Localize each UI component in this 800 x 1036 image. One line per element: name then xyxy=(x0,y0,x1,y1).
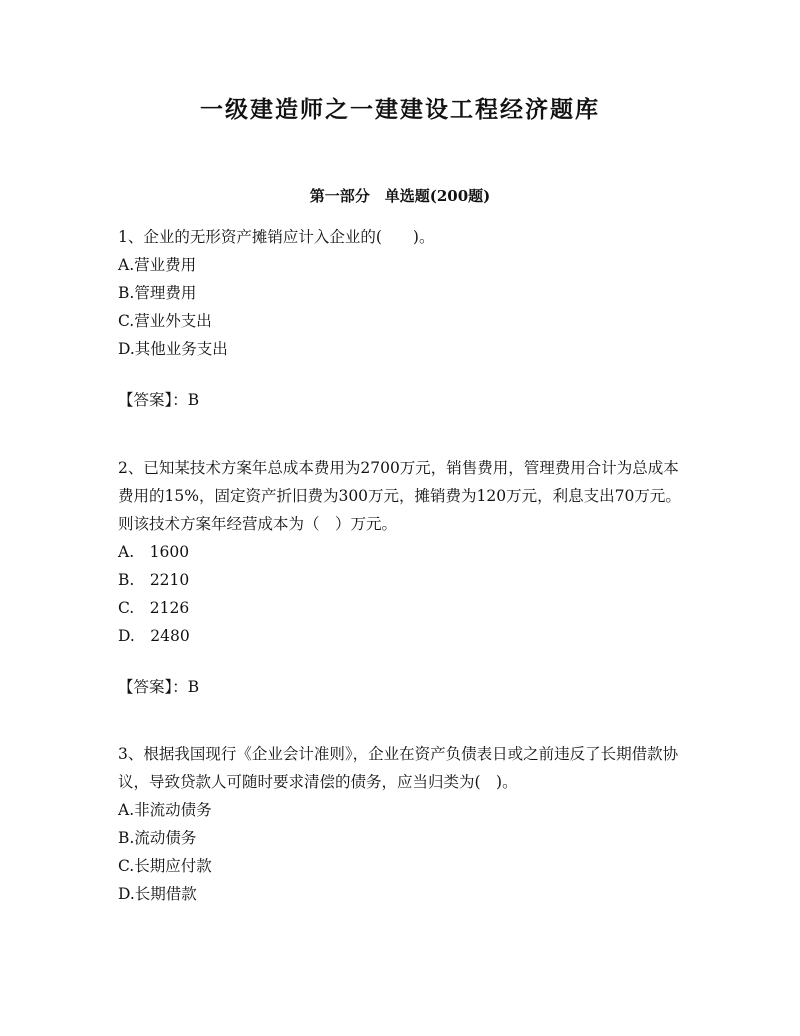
option-b: B. 2210 xyxy=(118,571,190,589)
question-2 xyxy=(118,454,688,650)
section-heading: 第一部分 单选题(200题) xyxy=(309,187,491,205)
option-a: A.非流动债务 xyxy=(118,801,212,819)
question-stem: 2、已知某技术方案年总成本费用为2700万元，销售费用，管理费用合计为总成本费用的15%，固定资产折旧费为300万元，摊销费为120万元，利息支出70万元。则该技术方案年经营成本为（ ）万元。 xyxy=(118,459,681,533)
answer-2: 【答案】：B xyxy=(118,678,200,696)
option-c: C.营业外支出 xyxy=(118,312,212,330)
question-1 xyxy=(118,223,688,363)
option-c: C. 2126 xyxy=(118,599,190,617)
question-stem: 1、企业的无形资产摊销应计入企业的( )。 xyxy=(118,228,435,246)
option-d: D. 2480 xyxy=(118,627,190,645)
question-stem: 3、根据我国现行《企业会计准则》，企业在资产负债表日或之前违反了长期借款协议，导致贷款人可随时要求清偿的债务，应当归类为( )。 xyxy=(118,745,679,791)
option-a: A.营业费用 xyxy=(118,256,197,274)
option-b: B.流动债务 xyxy=(118,829,197,847)
option-d: D.长期借款 xyxy=(118,885,197,903)
question-3 xyxy=(118,740,688,908)
option-d: D.其他业务支出 xyxy=(118,340,228,358)
document-title: 一级建造师之一建建设工程经济题库 xyxy=(200,96,600,123)
answer-1: 【答案】：B xyxy=(118,391,200,409)
option-a: A. 1600 xyxy=(118,543,190,561)
option-c: C.长期应付款 xyxy=(118,857,212,875)
option-b: B.管理费用 xyxy=(118,284,197,302)
